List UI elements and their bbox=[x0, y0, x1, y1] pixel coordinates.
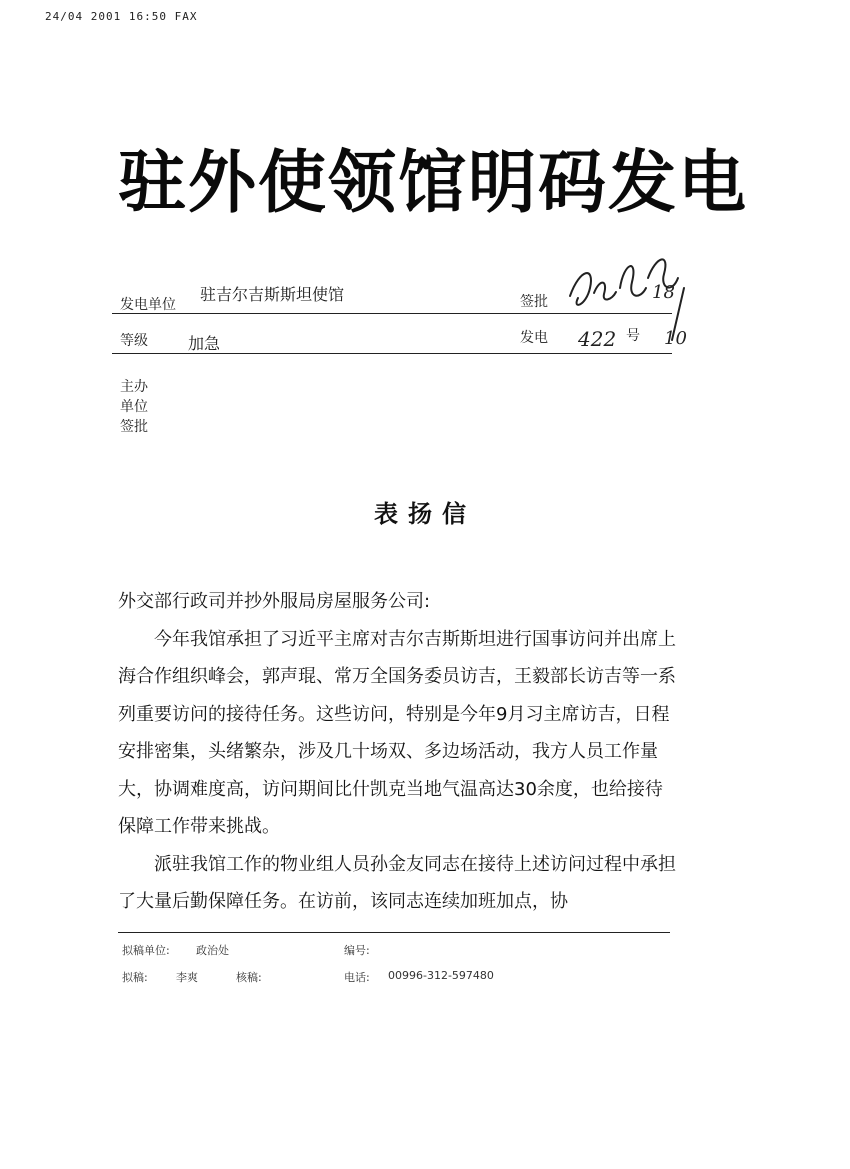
fax-header: 24/04 2001 16:50 FAX bbox=[45, 10, 198, 23]
handwritten-date-month: 10 bbox=[664, 328, 687, 349]
phone-label: 电话: bbox=[344, 971, 370, 984]
signature-stroke-3 bbox=[620, 266, 646, 296]
footer-divider bbox=[118, 932, 670, 933]
host-label-3: 签批 bbox=[120, 419, 148, 435]
phone-value: 00996-312-597480 bbox=[388, 969, 494, 982]
page-title: 驻外使领馆明码发电 bbox=[118, 144, 749, 223]
sender-label: 发电单位 bbox=[120, 297, 176, 313]
drafter-label: 拟稿: bbox=[122, 971, 148, 984]
letter-body bbox=[118, 583, 678, 921]
letter-addressee: 外交部行政司并抄外服局房屋服务公司: bbox=[118, 591, 431, 612]
telegram-number: 422 bbox=[578, 327, 617, 351]
signature-stroke-2 bbox=[594, 283, 616, 300]
letter-paragraph-1: 今年我馆承担了习近平主席对吉尔吉斯斯坦进行国事访问并出席上海合作组织峰会，郭声琨、常万全国务委员访吉，王毅部长访吉等一系列重要访问的接待任务。这些访问，特别是今年9月习主席访吉，日程安排密集，头绪繁杂，涉及几十场双、多边场活动，我方人员工作量大，协调难度高，访问期间比什凯克当地气温高达30余度，也给接待保障工作带来挑战。 bbox=[118, 628, 676, 837]
approval-label: 签批 bbox=[520, 294, 548, 310]
signature-stroke-1 bbox=[570, 273, 591, 305]
telegram-label: 发电 bbox=[520, 330, 548, 346]
letter-heading: 表扬信 bbox=[374, 500, 476, 528]
drafting-unit-label: 拟稿单位: bbox=[122, 944, 170, 957]
handwritten-date-day: 18 bbox=[652, 282, 675, 303]
letter-paragraph-2: 派驻我馆工作的物业组人员孙金友同志在接待上述访问过程中承担了大量后勤保障任务。在访前，该同志连续加班加点，协 bbox=[118, 853, 676, 912]
number-suffix: 号 bbox=[626, 328, 640, 344]
host-label-2: 单位 bbox=[120, 399, 148, 415]
sender-value: 驻吉尔吉斯斯坦使馆 bbox=[200, 285, 345, 304]
checker-label: 核稿: bbox=[236, 971, 262, 984]
grade-label: 等级 bbox=[120, 333, 148, 349]
drafting-unit-value: 政治处 bbox=[196, 944, 229, 957]
drafter-value: 李爽 bbox=[176, 971, 198, 984]
form-divider-2 bbox=[112, 353, 672, 354]
grade-value: 加急 bbox=[188, 334, 221, 353]
host-label-1: 主办 bbox=[120, 379, 148, 395]
number-label: 编号: bbox=[344, 944, 370, 957]
